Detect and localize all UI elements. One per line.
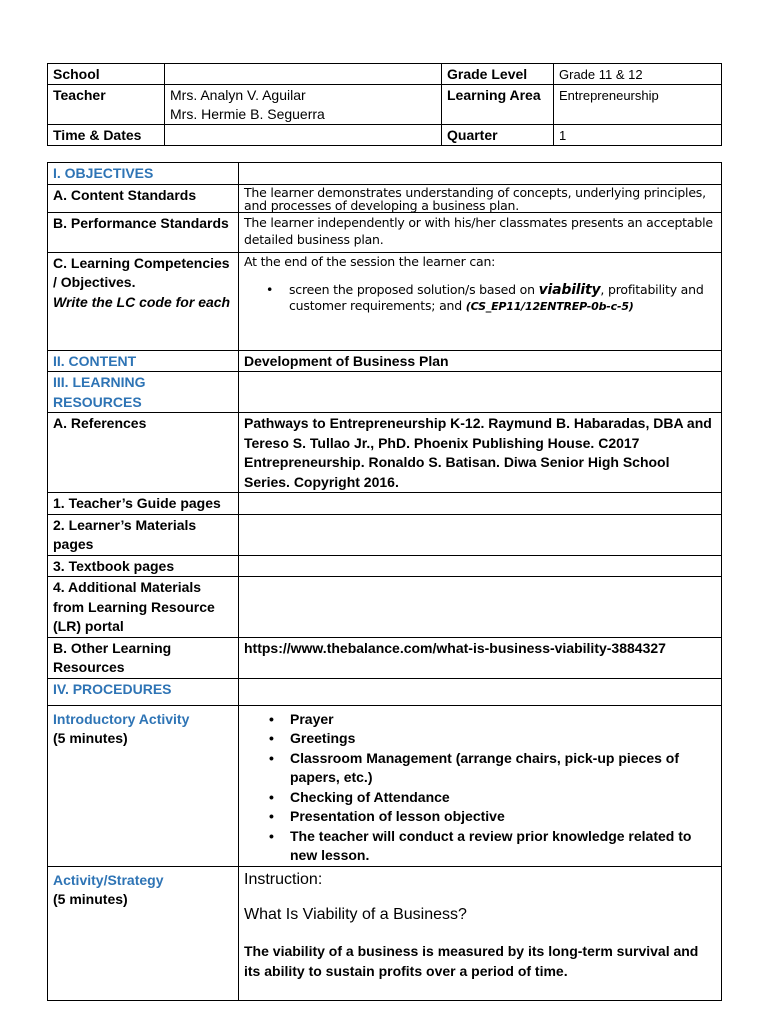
school-label: School xyxy=(48,64,165,85)
other-resources-link[interactable]: https://www.thebalance.com/what-is-business-viability-3884327 xyxy=(239,637,722,678)
objectives-empty xyxy=(239,163,722,185)
teachers-guide-value xyxy=(239,493,722,515)
teachers-guide-label: 1. Teacher’s Guide pages xyxy=(48,493,239,515)
competencies-list xyxy=(244,282,716,315)
list-item: • Presentation of lesson objective xyxy=(244,807,716,827)
quarter-value: 1 xyxy=(554,125,722,146)
teacher-name-1: Mrs. Analyn V. Aguilar xyxy=(170,87,306,103)
competencies-label-cell xyxy=(48,252,239,350)
school-value xyxy=(165,64,442,85)
header-table xyxy=(47,63,722,146)
references-label: A. References xyxy=(48,413,239,493)
intro-activity-label: Introductory Activity xyxy=(53,710,190,727)
intro-activity-time: (5 minutes) xyxy=(53,730,128,746)
time-dates-label: Time & Dates xyxy=(48,125,165,146)
list-item: • Greetings xyxy=(244,729,716,749)
content-value: Development of Business Plan xyxy=(239,350,722,372)
procedures-empty xyxy=(239,678,722,705)
instruction-question: What Is Viability of a Business? xyxy=(244,905,467,923)
instruction-label: Instruction: xyxy=(244,870,323,888)
content-standards-label: A. Content Standards xyxy=(48,184,239,212)
intro-activity-cell xyxy=(239,705,722,866)
procedures-heading: IV. PROCEDURES xyxy=(48,678,239,705)
strategy-label: Activity/Strategy xyxy=(53,871,164,888)
instruction-text: The viability of a business is measured by its long-term survival and its ability to sustain profits over a period of time. xyxy=(244,943,699,979)
teacher-value xyxy=(165,85,442,125)
textbook-pages-label: 3. Textbook pages xyxy=(48,555,239,577)
time-dates-value xyxy=(165,125,442,146)
teacher-label: Teacher xyxy=(48,85,165,125)
list-item: • Checking of Attendance xyxy=(244,788,716,808)
list-item: • Prayer xyxy=(244,710,716,730)
learning-area-label: Learning Area xyxy=(442,85,554,125)
lesson-plan-table xyxy=(47,162,722,1001)
learning-resources-heading: III. LEARNING RESOURCES xyxy=(48,372,239,413)
competency-item xyxy=(244,282,716,315)
competency-code: (CS_EP11/12ENTREP-0b-c-5) xyxy=(465,299,634,313)
performance-standards-label: B. Performance Standards xyxy=(48,212,239,252)
textbook-pages-value xyxy=(239,555,722,577)
learning-area-value: Entrepreneurship xyxy=(554,85,722,125)
content-heading: II. CONTENT xyxy=(48,350,239,372)
strategy-label-cell xyxy=(48,866,239,1000)
objectives-heading: I. OBJECTIVES xyxy=(48,163,239,185)
strategy-time: (5 minutes) xyxy=(53,891,128,907)
other-resources-label: B. Other Learning Resources xyxy=(48,637,239,678)
competency-keyword: viability xyxy=(538,281,601,298)
competencies-intro: At the end of the session the learner can: xyxy=(244,253,496,269)
content-standards-text: The learner demonstrates understanding of concepts, underlying principles, and processes of developing a business plan. xyxy=(239,184,722,212)
learners-materials-label: 2. Learner’s Materials pages xyxy=(48,514,239,555)
intro-activity-list xyxy=(244,710,716,866)
performance-standards-text: The learner independently or with his/her classmates presents an acceptable detailed business plan. xyxy=(239,212,722,252)
teacher-name-2: Mrs. Hermie B. Seguerra xyxy=(170,106,325,122)
intro-activity-label-cell xyxy=(48,705,239,866)
quarter-label: Quarter xyxy=(442,125,554,146)
list-item: • Classroom Management (arrange chairs, pick-up pieces of papers, etc.) xyxy=(244,749,716,788)
competency-text-post: , profitability and customer requirements; and xyxy=(289,281,704,313)
competencies-label: C. Learning Competencies / Objectives. xyxy=(53,254,230,290)
list-item: • The teacher will conduct a review prior knowledge related to new lesson. xyxy=(244,827,716,866)
competencies-note: Write the LC code for each xyxy=(53,293,231,310)
references-text: Pathways to Entrepreneurship K-12. Raymund B. Habaradas, DBA and Tereso S. Tullao Jr., PhD. Phoenix Publishing House. C2017 Entrepreneurship. Ronaldo S. Batisan. Diwa Senior High School Series. Copyright 2016. xyxy=(239,413,722,493)
learners-materials-value xyxy=(239,514,722,555)
additional-materials-value xyxy=(239,577,722,638)
strategy-cell xyxy=(239,866,722,1000)
learning-resources-empty xyxy=(239,372,722,413)
grade-level-value: Grade 11 & 12 xyxy=(554,64,722,85)
competencies-cell xyxy=(239,252,722,350)
grade-level-label: Grade Level xyxy=(442,64,554,85)
competency-text-pre: screen the proposed solution/s based on xyxy=(289,281,535,297)
additional-materials-label: 4. Additional Materials from Learning Resource (LR) portal xyxy=(48,577,239,638)
